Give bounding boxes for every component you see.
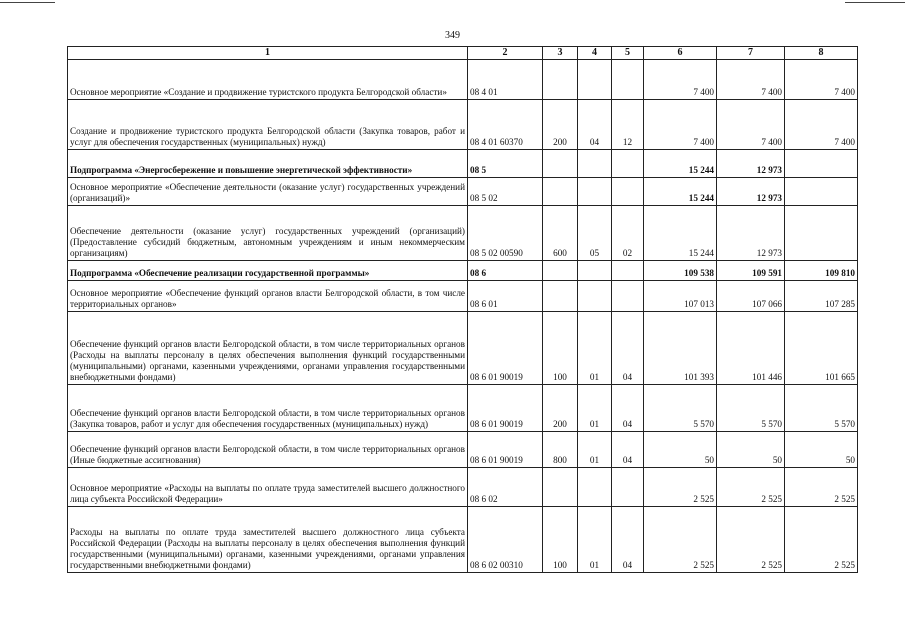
row-code: 08 6 02 [468, 468, 543, 507]
table-row [68, 281, 858, 312]
row-code: 08 6 01 [468, 281, 543, 312]
row-description: Основное мероприятие «Обеспечение функций органов власти Белгородской области, в том числе территориальных органов» [68, 281, 468, 312]
row-col6: 7 400 [644, 100, 717, 150]
column-header: 5 [612, 47, 644, 60]
row-description: Подпрограмма «Энергосбережение и повышение энергетической эффективности» [68, 150, 468, 178]
table-row [68, 60, 858, 100]
row-col5 [612, 60, 644, 100]
row-col3: 200 [543, 385, 578, 432]
row-col5: 04 [612, 385, 644, 432]
row-description: Расходы на выплаты по оплате труда заместителей высшего должностного лица субъекта Российской Федерации (Расходы на выплаты персоналу в целях обеспечения выполнения функций государственными (муниципальными) органами, казенными учреждениями, органами управления государственными внебюджетными фондами) [68, 507, 468, 573]
row-col6: 15 244 [644, 178, 717, 206]
row-code: 08 6 02 00310 [468, 507, 543, 573]
row-col5 [612, 178, 644, 206]
row-col6: 15 244 [644, 206, 717, 261]
row-col4 [578, 261, 612, 281]
row-col3 [543, 178, 578, 206]
row-col5: 04 [612, 432, 644, 468]
row-col4 [578, 468, 612, 507]
row-col6: 5 570 [644, 385, 717, 432]
row-col4: 01 [578, 312, 612, 385]
column-header: 6 [644, 47, 717, 60]
column-header: 7 [717, 47, 785, 60]
row-col4: 01 [578, 507, 612, 573]
row-col5 [612, 281, 644, 312]
row-col7: 50 [717, 432, 785, 468]
row-code: 08 4 01 60370 [468, 100, 543, 150]
row-col8 [785, 206, 858, 261]
row-col7: 7 400 [717, 60, 785, 100]
row-col7: 2 525 [717, 468, 785, 507]
row-description: Основное мероприятие «Расходы на выплаты по оплате труда заместителей высшего должностного лица субъекта Российской Федерации» [68, 468, 468, 507]
row-col5 [612, 150, 644, 178]
row-col8: 2 525 [785, 468, 858, 507]
row-col6: 107 013 [644, 281, 717, 312]
row-col8: 5 570 [785, 385, 858, 432]
row-col3: 600 [543, 206, 578, 261]
row-col7: 12 973 [717, 178, 785, 206]
row-col5: 04 [612, 507, 644, 573]
row-col6: 2 525 [644, 507, 717, 573]
row-col6: 15 244 [644, 150, 717, 178]
column-header: 2 [468, 47, 543, 60]
row-col5: 12 [612, 100, 644, 150]
row-col4 [578, 60, 612, 100]
row-col7: 109 591 [717, 261, 785, 281]
row-description: Обеспечение функций органов власти Белгородской области, в том числе территориальных органов (Иные бюджетные ассигнования) [68, 432, 468, 468]
row-col3: 100 [543, 312, 578, 385]
row-code: 08 5 02 00590 [468, 206, 543, 261]
row-description: Основное мероприятие «Создание и продвижение туристского продукта Белгородской области» [68, 60, 468, 100]
row-col5 [612, 261, 644, 281]
column-header: 3 [543, 47, 578, 60]
row-col8: 50 [785, 432, 858, 468]
row-col8: 7 400 [785, 60, 858, 100]
row-col4: 01 [578, 432, 612, 468]
row-col3 [543, 150, 578, 178]
row-code: 08 6 01 90019 [468, 432, 543, 468]
table-row [68, 206, 858, 261]
row-col4 [578, 150, 612, 178]
table-header-row [68, 47, 858, 60]
row-col7: 7 400 [717, 100, 785, 150]
row-col6: 101 393 [644, 312, 717, 385]
row-col8: 109 810 [785, 261, 858, 281]
row-col6: 109 538 [644, 261, 717, 281]
table-row [68, 468, 858, 507]
row-col6: 2 525 [644, 468, 717, 507]
row-col8: 101 665 [785, 312, 858, 385]
row-code: 08 4 01 [468, 60, 543, 100]
row-col7: 5 570 [717, 385, 785, 432]
top-rule-left [0, 2, 55, 3]
row-col4: 05 [578, 206, 612, 261]
row-col5 [612, 468, 644, 507]
row-col8: 107 285 [785, 281, 858, 312]
table-row [68, 100, 858, 150]
budget-table [67, 46, 858, 573]
row-code: 08 6 01 90019 [468, 385, 543, 432]
row-description: Обеспечение функций органов власти Белгородской области, в том числе территориальных органов (Расходы на выплаты персоналу в целях обеспечения выполнения функций государственными (муниципальными) органами, казенными учреждениями, органами управления государственными внебюджетными фондами) [68, 312, 468, 385]
column-header: 4 [578, 47, 612, 60]
table-row [68, 507, 858, 573]
row-description: Обеспечение функций органов власти Белгородской области, в том числе территориальных органов (Закупка товаров, работ и услуг для обеспечения государственных (муниципальных) нужд) [68, 385, 468, 432]
row-col3: 800 [543, 432, 578, 468]
row-col4 [578, 281, 612, 312]
row-col6: 50 [644, 432, 717, 468]
row-col3: 200 [543, 100, 578, 150]
row-description: Основное мероприятие «Обеспечение деятельности (оказание услуг) государственных учреждений (организаций)» [68, 178, 468, 206]
table-row [68, 178, 858, 206]
table-row-subprogram [68, 261, 858, 281]
page-number: 349 [445, 30, 460, 41]
row-col7: 12 973 [717, 206, 785, 261]
row-code: 08 6 01 90019 [468, 312, 543, 385]
table-row [68, 385, 858, 432]
column-header: 8 [785, 47, 858, 60]
row-col3 [543, 261, 578, 281]
row-col8: 7 400 [785, 100, 858, 150]
row-description: Обеспечение деятельности (оказание услуг) государственных учреждений (организаций) (Предоставление субсидий бюджетным, автономным учреждениям и иным некоммерческим организациям) [68, 206, 468, 261]
row-code: 08 6 [468, 261, 543, 281]
row-description: Подпрограмма «Обеспечение реализации государственной программы» [68, 261, 468, 281]
row-col3 [543, 468, 578, 507]
row-code: 08 5 02 [468, 178, 543, 206]
row-col4 [578, 178, 612, 206]
row-col7: 12 973 [717, 150, 785, 178]
row-col5: 04 [612, 312, 644, 385]
table-row [68, 312, 858, 385]
row-col8 [785, 150, 858, 178]
column-header: 1 [68, 47, 468, 60]
row-col8 [785, 178, 858, 206]
row-code: 08 5 [468, 150, 543, 178]
row-col4: 04 [578, 100, 612, 150]
row-description: Создание и продвижение туристского продукта Белгородской области (Закупка товаров, работ и услуг для обеспечения государственных (муниципальных) нужд) [68, 100, 468, 150]
row-col8: 2 525 [785, 507, 858, 573]
row-col7: 2 525 [717, 507, 785, 573]
row-col4: 01 [578, 385, 612, 432]
row-col3 [543, 60, 578, 100]
row-col5: 02 [612, 206, 644, 261]
row-col3 [543, 281, 578, 312]
table-row [68, 432, 858, 468]
top-rule-right [845, 2, 905, 3]
table-row-subprogram [68, 150, 858, 178]
row-col7: 107 066 [717, 281, 785, 312]
row-col6: 7 400 [644, 60, 717, 100]
row-col3: 100 [543, 507, 578, 573]
row-col7: 101 446 [717, 312, 785, 385]
